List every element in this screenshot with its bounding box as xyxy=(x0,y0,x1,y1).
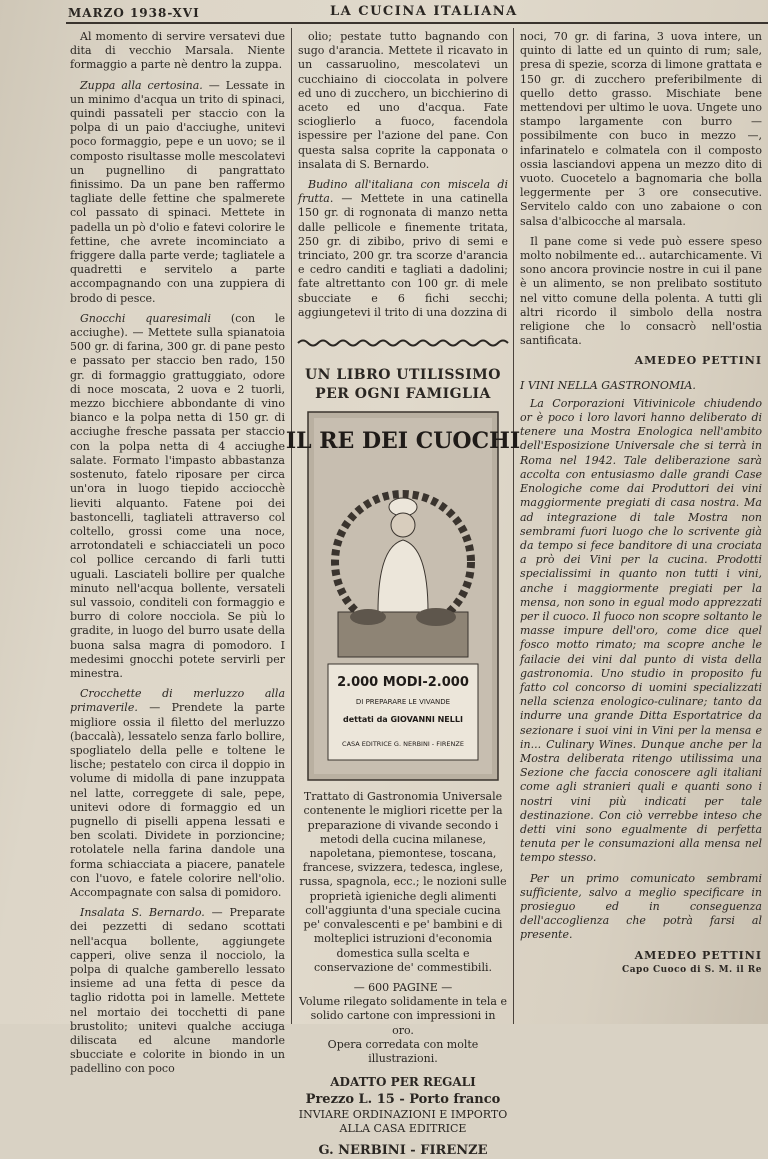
intro-paragraph: Al momento di servire versatevi due dita di vecchio Marsala. Niente formaggio a parte nè dentro la zuppa. xyxy=(70,30,285,72)
ad-price: Prezzo L. 15 - Porto franco xyxy=(305,1092,501,1108)
ad-headline xyxy=(298,366,508,404)
recipe-title: Insalata S. Bernardo. xyxy=(80,906,205,920)
column-3 xyxy=(520,30,762,977)
ad-pages: — 600 PAGINE — xyxy=(353,980,453,994)
ad-headline-line-1: UN LIBRO UTILISSIMO xyxy=(304,367,502,384)
recipe-title: Gnocchi quaresimali xyxy=(80,311,211,325)
author-signature: AMEDEO PETTINI xyxy=(634,948,762,962)
recipe-continuation: noci, 70 gr. di farina, 3 uova intere, un quinto di latte ed un quinto di rum; sale, presa di spezie, scorza di limone grattata e 150 gr. di zucchero preferibilmente di quello detto grasso. Mischiate bene mettendovi per ultimo le uova. Ungete uno stampo largamente con burro — possibilmente con buco in mezzo —, infarinatelo e colmatela con il composto ossia lasciandovi appena un mezzo dito di vuoto. Cuocetelo a bagnomaria che bolla leggermente per 3 ore consecutive. Servitelo caldo con uno zabaione o con salsa d'albicocche al marsala. xyxy=(520,30,762,228)
ad-publisher: G. NERBINI - FIRENZE xyxy=(318,1143,488,1159)
cover-title: IL RE DEI CUOCHI xyxy=(285,428,521,455)
header-rule xyxy=(66,22,768,24)
ad-description: Trattato di Gastronomia Universale contenente le migliori ricette per la preparazione di vivande secondo i metodi della cucina milanese, napoletana, piemontese, toscana, francese, svizzera, tedesca, inglese, russa, spagnola, ecc.; le nozioni sulle proprietà igieniche degli alimenti coll'aggiunta d'una speciale cucina pe' convalescenti e pe' bambini e di molteplici istruzioni d'economia domestica sulla scelta e conservazione de' commestibili. xyxy=(299,790,507,974)
cover-publisher: CASA EDITRICE G. NERBINI - FIRENZE xyxy=(342,740,464,749)
ad-gift: ADATTO PER REGALI xyxy=(330,1075,476,1090)
dish-2 xyxy=(416,608,456,626)
recipe-insalata-bernardo xyxy=(70,906,285,1076)
recipe-text: (con le acciughe). — Mettete sulla spianatoia 500 gr. di farina, 300 gr. di pane pesto e passato per staccio ben rado, 150 gr. di formaggio grattuggiato, odore di noce moscata, 2 uova e 2 tuorli, mezzo bicchiere abbondante di vino bianco e la polpa netta di 150 gr. di acciughe fresche passata per staccio con la polpa netta di 4 acciughe salate. Formato l'impasto abbastanza sostenuto, fatelo riposare per circa un'ora in luogo tiepido acciocchè lieviti alquanto. Fatene poi dei bastoncelli, tagliateli attraverso col coltello, grossi come una noce, arrotondateli e schiacciateli un poco col pollice cercando di farli tutti uguali. Lasciateli bollire per qualche minuto nell'acqua bollente, versateli sul vassoio, conditeli con formaggio e burro di colore nocciola. Se più lo gradite, in luogo del burro usate della buona salsa magra di pomodoro. I medesimi gnocchi potete servirli per minestra. xyxy=(70,311,286,680)
recipe-title: Budino all'italiana con miscela di frutta. xyxy=(298,178,508,206)
article-paragraph: Per un primo comunicato sembrami sufficiente, salvo a meglio specificare in prosieguo ed in conseguenza dell'accoglienza che potrà farsi al presente. xyxy=(520,871,762,942)
recipe-text: — Mettete in una catinella 150 gr. di rognonata di manzo netta dalle pellicole e finemente tritata, 250 gr. di zibibo, privo di semi e trinciato, 200 gr. tra scorze d'arancia e cedro canditi e tagliati a dadolini; fate altrettanto con 100 gr. di mele sbucciate e 6 fichi secchi; aggiungetevi il trito di una dozzina di xyxy=(298,192,508,319)
article-title: I VINI NELLA GASTRONOMIA. xyxy=(520,378,696,392)
article-body xyxy=(520,397,762,943)
recipe-crocchette-merluzzo xyxy=(70,687,285,900)
cover-line: DI PREPARARE LE VIVANDE xyxy=(355,698,451,707)
recipe-text: — Lessate in un minimo d'acqua un trito di spinaci, quindi passateli per staccio con la polpa di un paio d'acciughe, unitevi poco formaggio, pepe e un uovo; se il composto risultasse molle mescolatevi un pugnellino di pangrattato finissimo. Da un pane ben raffermo tagliate delle fettine che spalmerete col passato di spinaci. Mettete in padella un pò d'olio e fatevi colorire le fettine, che avrete incominciato a friggere dalla parte verde; tagliatele a quadretti e servitelo a parte accompagnando con una zuppiera di brodo di pesce. xyxy=(70,78,285,305)
recipe-zuppa-certosina xyxy=(70,79,285,306)
magazine-title: LA CUCINA ITALIANA xyxy=(330,4,518,19)
recipe-budino-italiana xyxy=(298,178,508,320)
ad-illustrations: Opera corredata con molte illustrazioni. xyxy=(327,1037,479,1065)
column-rule-2 xyxy=(513,28,514,1024)
book-cover-illustration xyxy=(285,412,521,780)
recipe-gnocchi-quaresimali xyxy=(70,312,285,681)
closing-paragraph: Il pane come si vede può essere speso molto nobilmente ed... autarchicamente. Vi sono ancora provincie nostre in cui il pane è un alimento, se non prelibato sostituto nel vitto comune della polenta. A tutti gli altri ricordo il simbolo della nostra religione che lo consacrò nell'ostia santificata. xyxy=(520,234,762,348)
column-rule-1 xyxy=(291,28,292,1024)
cover-author: dettati da GIOVANNI NELLI xyxy=(343,715,463,725)
issue-date: MARZO 1938-XVI xyxy=(68,6,200,20)
ad-order-info: INVIARE ORDINAZIONI E IMPORTO ALLA CASA EDITRICE xyxy=(298,1108,508,1136)
column-1 xyxy=(70,30,285,1083)
wavy-divider xyxy=(298,338,508,348)
ad-footer xyxy=(298,1074,508,1159)
cover-subtitle: 2.000 MODI-2.000 xyxy=(337,675,469,691)
chef-head xyxy=(391,513,415,537)
recipe-title: Zuppa alla certosina. xyxy=(80,78,203,92)
column-2 xyxy=(285,30,521,1159)
recipe-text: — Preparate dei pezzetti di sedano scottati nell'acqua bollente, aggiungete capperi, olive senza il nocciolo, la polpa di qualche gamberello lessato insieme ad una fetta di pesce da taglio ridotta poi in lamelle. Mettete nel mortaio dei tocchetti di pane brustolito; unitevi qualche acciuga diliscata ed alcune mandorle sbucciate e colorite in biondo in un padellino con poco xyxy=(70,906,285,1076)
article-paragraph: La Corporazioni Vitivinicole chiudendo or è poco i loro lavori hanno deliberato di tenere una Mostra Enologica nell'ambito dell'Esposizione Universale che si terrà in Roma nel 1942. Tale deliberazione sarà accolta con entusiasmo dalle grandi Case Enologiche come dai Produttori dei vini maggiormente pregiati di casa nostra. Ma ad integrazione di tale Mostra non sembrami fuori luogo che lo scrivente già da tempo si fece banditore di una crociata a prò dei Vini per la cucina. Prodotti specialissimi in quanto non tutti i vini, anche i maggiormente pregiati per la mensa, non sono in egual modo apprezzati per il cuoco. Il fuoco non scopre soltanto le masse impure dell'oro, come dice quel fosco motto rimato; ma scopre anche le failacie dei vini dal punto di vista della gastronomia. Uno studio in proposito fu fatto col concorso di uomini specializzati nella scienza enologico-culinare; tanto da indurre una grande Ditta Esportatrice da sezionare i suoi vini in Vini per la mensa e in... Culinary Wines. Dunque anche per la Mostra deliberata ritengo utilissima una Sezione che faccia conoscere agli italiani come agli stranieri quali e quanti sono i nostri vini più indicati per tale destinazione. Con ciò verrebbe inteso che detti vini sono egualmente di perfetta tenuta per le consumazioni alla mensa nel tempo stesso. xyxy=(520,396,762,865)
dish-1 xyxy=(350,609,386,625)
author-role: Capo Cuoco di S. M. il Re xyxy=(622,964,762,975)
ad-volume: Volume rilegato solidamente in tela e solido cartone con impressioni in oro. xyxy=(298,995,507,1037)
author-signature: AMEDEO PETTINI xyxy=(634,354,762,368)
ad-headline-line-2: PER OGNI FAMIGLIA xyxy=(315,386,491,403)
recipe-title: Crocchette di merluzzo alla primaverile. xyxy=(70,687,285,715)
recipe-continuation: olio; pestate tutto bagnando con sugo d'arancia. Mettete il ricavato in un cassaruolino, mescolatevi un cucchiaino di cioccolata in polvere ed uno di zucchero, un bicchierino di aceto ed uno d'acqua. Fate scioglierlo a fuoco, facendola ispessire per l'azione del pane. Con questa salsa coprite la capponata o insalata di S. Bernardo. xyxy=(298,30,508,171)
page-header xyxy=(0,2,768,24)
recipe-text: — Prendete la parte migliore ossia il filetto del merluzzo (baccalà), lessatelo senza farlo bollire, spogliatelo della pelle e toltene le lische; pestatelo con circa il doppio in volume di midolla di pane inzuppata nel latte, correggete di sale, pepe, unitevi odore di formaggio ed un pugnello di piselli appena lessati e ben scolati. Dividete in porzioncine; rotolatele nella farina dandole una forma schiacciata a piacere, panatele con l'uovo, e fatele colorire nell'olio. Accompagnate con salsa di pomidoro. xyxy=(70,701,285,899)
